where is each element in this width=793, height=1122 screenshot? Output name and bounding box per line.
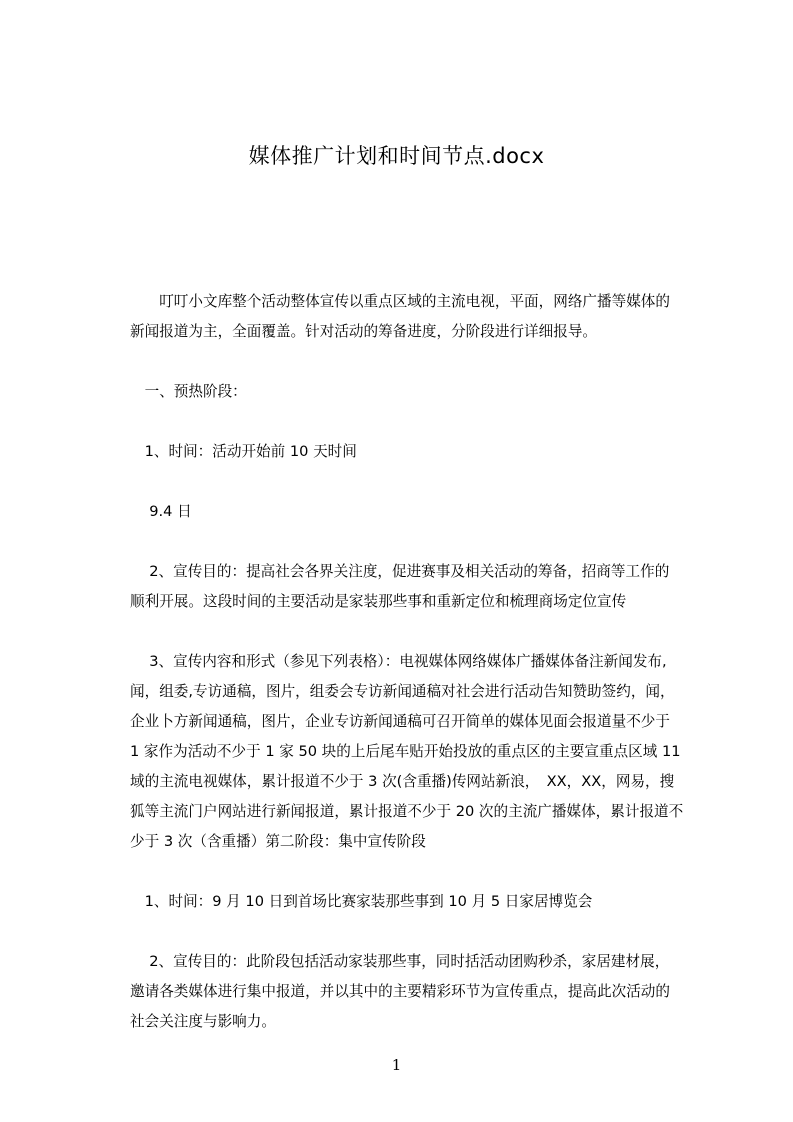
paragraph-line: 2、宣传目的：提高社会各界关注度，促进赛事及相关活动的筹备，招商等工作的 [130,563,670,580]
paragraph-line: 叮叮小文库整个活动整体宣传以重点区域的主流电视，平面，网络广播等媒体的 [130,293,670,310]
paragraph-time [130,437,706,467]
paragraph-line: 2、宣传目的：此阶段包括活动家装那些事，同时括活动团购秒杀，家居建材展， [130,953,670,970]
paragraph-line: 1、时间：9 月 10 日到首场比赛家装那些事到 10 月 5 日家居博览会 [130,893,593,910]
paragraph-date [130,497,706,527]
document-title: 媒体推广计划和时间节点.docx [248,144,545,168]
paragraph-line: 社会关注度与影响力。 [130,1013,276,1030]
paragraph-line: 一、预热阶段： [130,383,247,400]
paragraph-line: 9.4 日 [130,503,192,520]
paragraph-purpose [130,557,706,617]
page-number: 1 [391,1056,402,1074]
paragraph-line: 狐等主流门户网站进行新闻报道，累计报道不少于 20 次的主流广播媒体，累计报道不 [130,803,684,820]
paragraph-intro [130,287,706,347]
paragraph-line: 3、宣传内容和形式（参见下列表格）：电视媒体网络媒体广播媒体备注新闻发布, [130,653,667,670]
paragraph-line: 邀请各类媒体进行集中报道，并以其中的主要精彩环节为宣传重点，提高此次活动的 [130,983,670,1000]
paragraph-line: 顺利开展。这段时间的主要活动是家装那些事和重新定位和梳理商场定位宣传 [130,593,627,610]
document-body [130,287,706,1037]
paragraph-stage2-time [130,887,706,917]
paragraph-line: 企业卜方新闻通稿，图片，企业专访新闻通稿可召开简单的媒体见面会报道量不少于 [130,713,670,730]
paragraph-content-form [130,647,706,857]
paragraph-stage2-purpose [130,947,706,1037]
paragraph-line: 闻，组委,专访通稿，图片，组委会专访新闻通稿对社会进行活动告知赞助签约，闻， [130,683,675,700]
paragraph-line: 1、时间：活动开始前 10 天时间 [130,443,357,460]
paragraph-line: 少于 3 次（含重播）第二阶段：集中宣传阶段 [130,833,426,850]
heading-preheat-stage [130,377,706,407]
paragraph-line: 新闻报道为主，全面覆盖。针对活动的筹备进度，分阶段进行详细报导。 [130,323,598,340]
paragraph-line: 域的主流电视媒体，累计报道不少于 3 次(含重播)传网站新浪， XX，XX，网易，搜 [130,773,675,790]
paragraph-line: 1 家作为活动不少于 1 家 50 块的上后尾车贴开始投放的重点区的主要宣重点区域 11 [130,743,681,760]
